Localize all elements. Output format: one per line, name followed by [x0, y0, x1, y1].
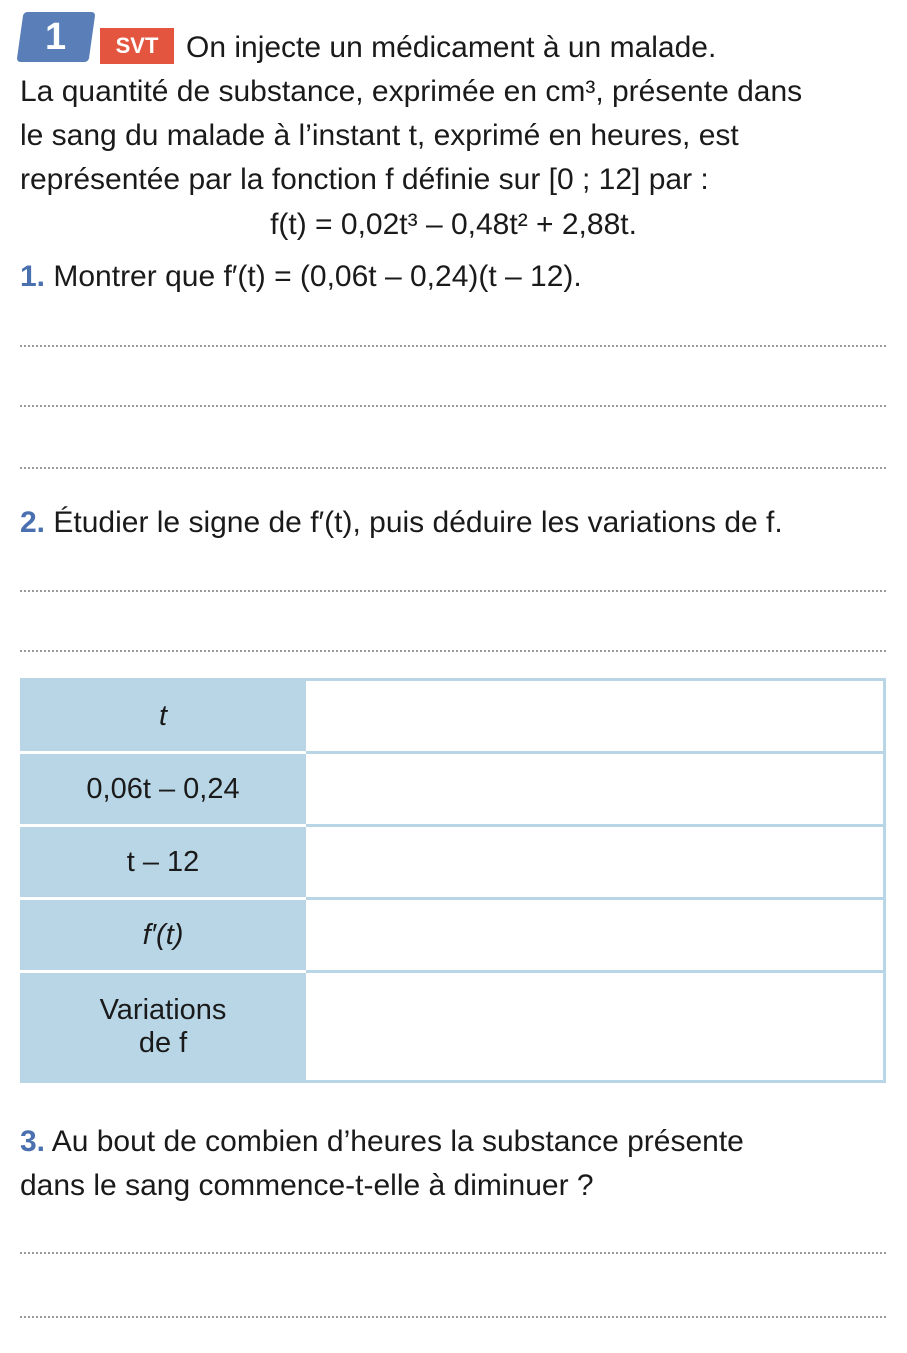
intro-line-4: représentée par la fonction f définie sur [0 ; 12] par :: [20, 163, 709, 196]
question-3: [20, 1122, 744, 1162]
row-label-variations: Variations de f: [22, 972, 305, 1082]
answer-line: [20, 590, 886, 592]
question-1: [20, 257, 582, 297]
answer-line: [20, 650, 886, 652]
table-row: [22, 680, 885, 753]
question-3-line-2: dans le sang commence-t-elle à diminuer ?: [20, 1169, 594, 1202]
table-row: [22, 899, 885, 972]
question-2-number: 2.: [20, 506, 46, 539]
answer-cell[interactable]: [305, 899, 885, 972]
intro-line-2: La quantité de substance, exprimée en cm³, présente dans: [20, 75, 803, 108]
intro-line-3: le sang du malade à l’instant t, exprimé en heures, est: [20, 119, 739, 152]
answer-cell[interactable]: [305, 680, 885, 753]
row-label-factor-1: 0,06t – 0,24: [22, 753, 305, 826]
formula: f(t) = 0,02t³ – 0,48t² + 2,88t.: [270, 208, 637, 241]
table-row: [22, 826, 885, 899]
answer-line: [20, 405, 886, 407]
answer-line: [20, 1252, 886, 1254]
answer-cell[interactable]: [305, 753, 885, 826]
answer-cell[interactable]: [305, 972, 885, 1082]
variation-table: [20, 678, 886, 1083]
answer-line: [20, 1316, 886, 1318]
question-2: [20, 503, 783, 543]
table-row: [22, 972, 885, 1082]
question-3-number: 3.: [20, 1125, 46, 1158]
question-2-text: Étudier le signe de f′(t), puis déduire les variations de f.: [53, 506, 783, 539]
question-1-number: 1.: [20, 260, 46, 293]
answer-line: [20, 345, 886, 347]
row-label-derivative: f′(t): [22, 899, 305, 972]
table-row: [22, 753, 885, 826]
intro-line-1: On injecte un médicament à un malade.: [186, 31, 717, 64]
row-label-t: t: [22, 680, 305, 753]
exercise-number-badge: 1: [16, 12, 95, 62]
subject-tag: SVT: [100, 28, 174, 64]
question-3-text: Au bout de combien d’heures la substance présente: [51, 1125, 744, 1158]
question-1-text: Montrer que f′(t) = (0,06t – 0,24)(t – 12).: [53, 260, 582, 293]
answer-cell[interactable]: [305, 826, 885, 899]
answer-line: [20, 467, 886, 469]
row-label-factor-2: t – 12: [22, 826, 305, 899]
